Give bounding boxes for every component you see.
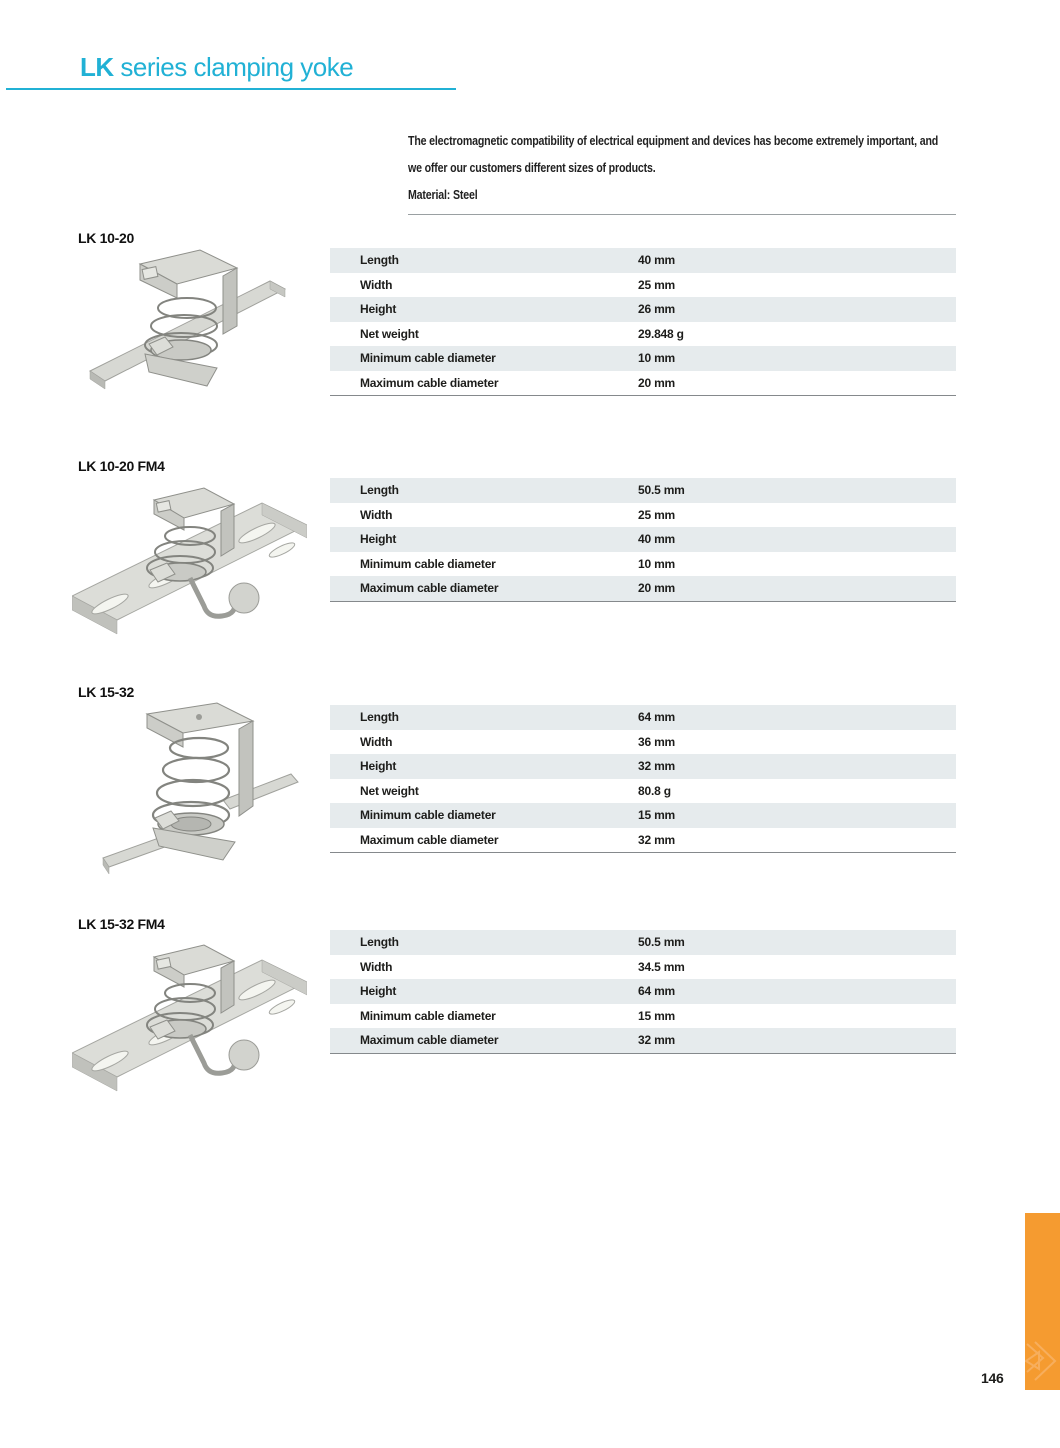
spec-value: 80.8 g: [638, 783, 671, 798]
page-number: 146: [981, 1370, 1004, 1386]
spec-label: Net weight: [360, 783, 419, 798]
spec-label: Length: [360, 253, 399, 268]
spec-label: Width: [360, 959, 393, 974]
spec-row: [330, 1004, 956, 1029]
spec-row: [330, 552, 956, 577]
intro-line-1: The electromagnetic compatibility of electrical equipment and devices has become extremely important, and: [408, 134, 939, 148]
product-name-lk-10-20: LK 10-20: [78, 230, 134, 246]
spec-label: Length: [360, 710, 399, 725]
spec-label: Minimum cable diameter: [360, 351, 496, 366]
product-name-lk-10-20-fm4: LK 10-20 FM4: [78, 458, 165, 474]
spec-label: Height: [360, 759, 397, 774]
spec-row: [330, 828, 956, 853]
spec-label: Maximum cable diameter: [360, 581, 499, 596]
intro-line-2: we offer our customers different sizes of products.: [408, 161, 656, 175]
spec-value: 32 mm: [638, 832, 676, 847]
spec-label: Minimum cable diameter: [360, 556, 496, 571]
spec-row: [330, 803, 956, 828]
product-name-lk-15-32: LK 15-32: [78, 684, 134, 700]
spec-value: 32 mm: [638, 759, 676, 774]
spec-value: 40 mm: [638, 253, 676, 268]
spec-value: 26 mm: [638, 302, 676, 317]
page-title-rest: series clamping yoke: [113, 52, 354, 82]
spec-value: 15 mm: [638, 808, 676, 823]
spec-value: 32 mm: [638, 1033, 676, 1048]
spec-label: Length: [360, 935, 399, 950]
spec-value: 20 mm: [638, 375, 676, 390]
chevron-watermark-icon: [1025, 1328, 1060, 1390]
spec-row: [330, 248, 956, 273]
spec-label: Width: [360, 277, 393, 292]
spec-label: Width: [360, 507, 393, 522]
spec-row: [330, 346, 956, 371]
spec-row: [330, 730, 956, 755]
page-title-prefix: LK: [80, 52, 114, 82]
spec-row: [330, 478, 956, 503]
spec-value: 64 mm: [638, 984, 676, 999]
spec-label: Height: [360, 532, 397, 547]
spec-label: Height: [360, 984, 397, 999]
spec-value: 20 mm: [638, 581, 676, 596]
spec-label: Minimum cable diameter: [360, 808, 496, 823]
spec-label: Width: [360, 734, 393, 749]
spec-row: [330, 1028, 956, 1053]
intro-divider: [408, 214, 956, 215]
spec-label: Height: [360, 302, 397, 317]
spec-value: 10 mm: [638, 556, 676, 571]
spec-table-lk-15-32-fm4: [330, 930, 956, 1054]
product-image-clamp-on-din-rail: [72, 478, 307, 650]
spec-row: [330, 527, 956, 552]
spec-value: 50.5 mm: [638, 483, 685, 498]
spec-value: 15 mm: [638, 1008, 676, 1023]
spec-row: [330, 779, 956, 804]
spec-value: 25 mm: [638, 277, 676, 292]
spec-row: [330, 576, 956, 601]
material-line: Material: Steel: [408, 188, 478, 202]
spec-row: [330, 322, 956, 347]
spec-row: [330, 371, 956, 396]
spec-value: 36 mm: [638, 734, 676, 749]
spec-table-lk-10-20-fm4: [330, 478, 956, 602]
spec-row: [330, 503, 956, 528]
spec-label: Maximum cable diameter: [360, 832, 499, 847]
spec-table-lk-15-32: [330, 705, 956, 853]
spec-row: [330, 754, 956, 779]
spec-table-lk-10-20: [330, 248, 956, 396]
intro-text: [408, 128, 956, 209]
product-image-clamp-on-din-rail: [72, 935, 307, 1107]
spec-label: Maximum cable diameter: [360, 1033, 499, 1048]
spec-value: 29.848 g: [638, 326, 684, 341]
page-title: [80, 52, 353, 83]
spec-row: [330, 273, 956, 298]
product-image-clamp-on-busbar: [85, 246, 295, 406]
sidebar-accent-bar: [1025, 1213, 1060, 1390]
spec-row: [330, 297, 956, 322]
spec-value: 40 mm: [638, 532, 676, 547]
title-underline: [6, 88, 456, 90]
spec-value: 25 mm: [638, 507, 676, 522]
spec-label: Length: [360, 483, 399, 498]
spec-row: [330, 955, 956, 980]
product-image-clamp-on-busbar-tall: [95, 700, 300, 885]
spec-value: 64 mm: [638, 710, 676, 725]
spec-value: 10 mm: [638, 351, 676, 366]
spec-label: Minimum cable diameter: [360, 1008, 496, 1023]
spec-label: Net weight: [360, 326, 419, 341]
spec-row: [330, 979, 956, 1004]
spec-value: 34.5 mm: [638, 959, 685, 974]
spec-label: Maximum cable diameter: [360, 375, 499, 390]
product-name-lk-15-32-fm4: LK 15-32 FM4: [78, 916, 165, 932]
spec-value: 50.5 mm: [638, 935, 685, 950]
spec-row: [330, 930, 956, 955]
spec-row: [330, 705, 956, 730]
